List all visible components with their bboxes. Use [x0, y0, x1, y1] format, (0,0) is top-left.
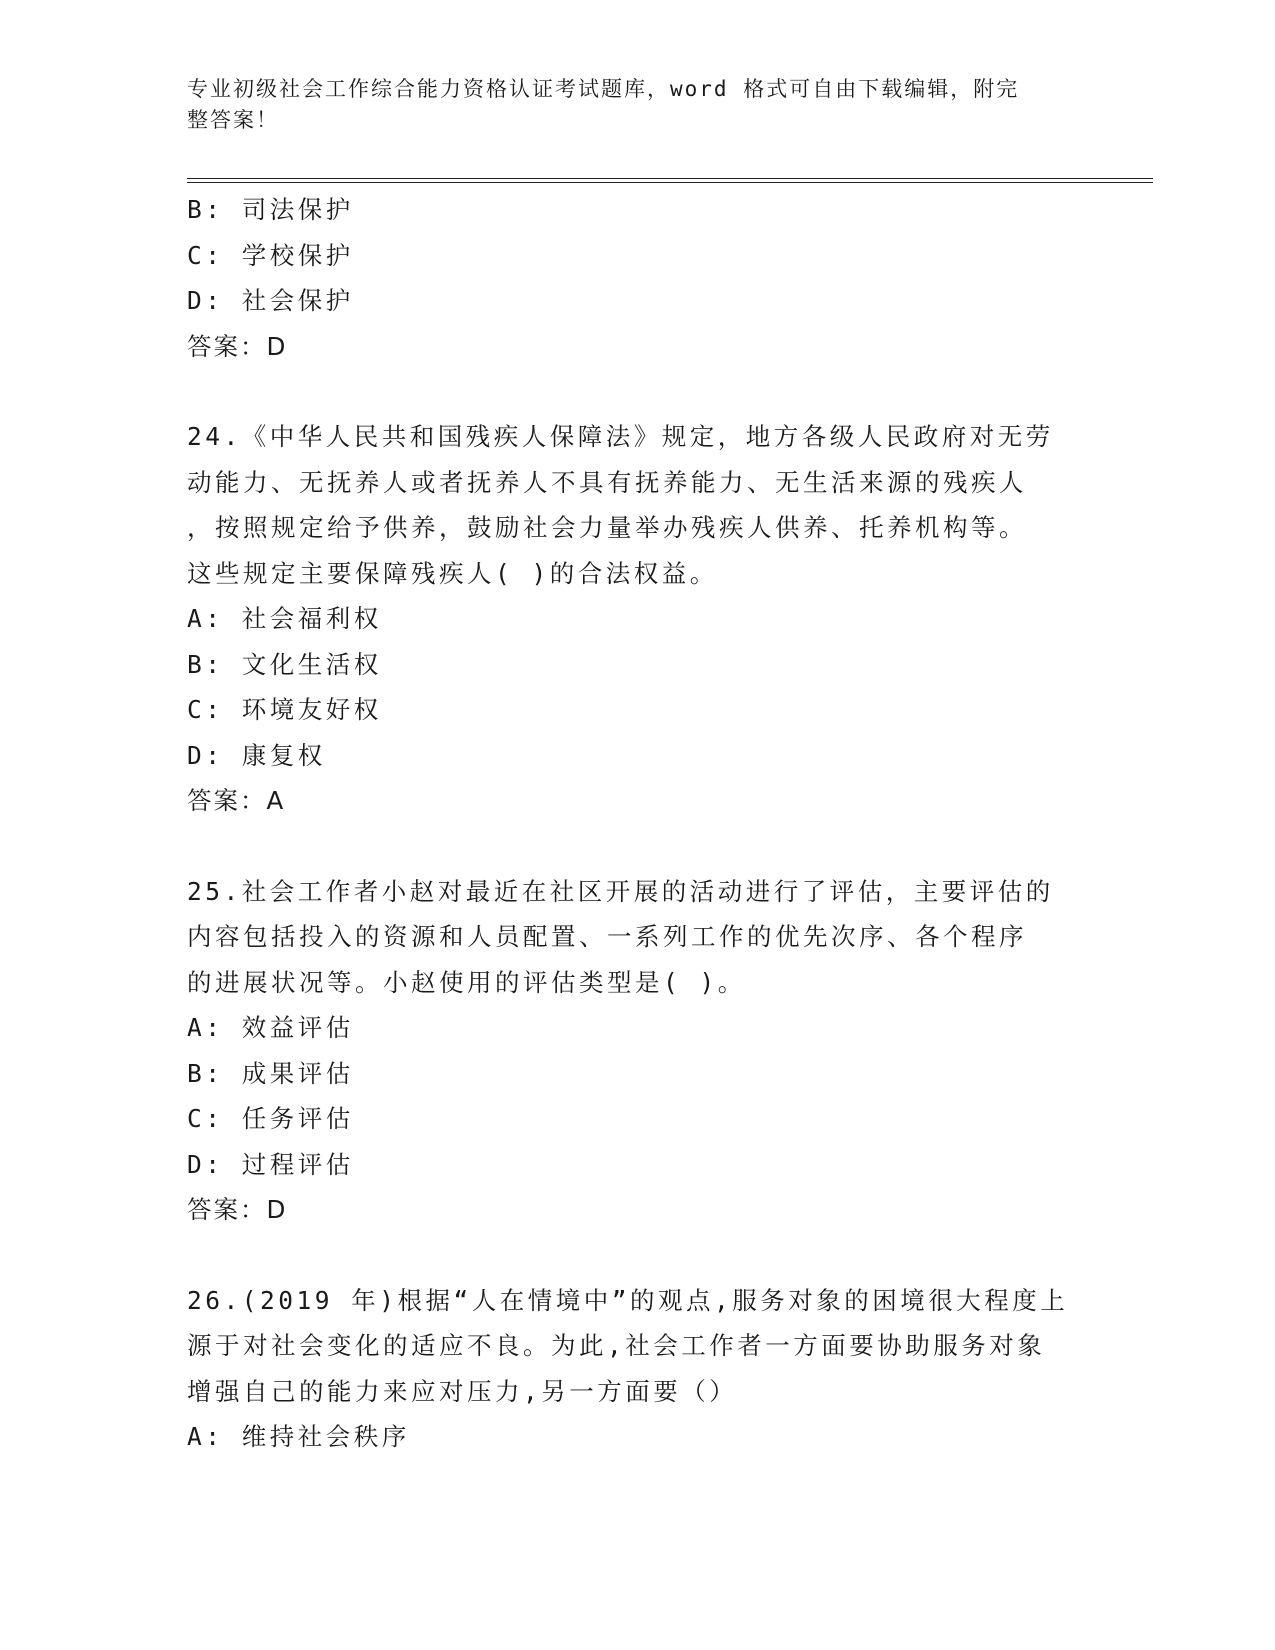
- question-25: [187, 869, 1087, 1233]
- question-text-line: 24.《中华人民共和国残疾人保障法》规定，地方各级人民政府对无劳: [187, 422, 1054, 451]
- option-c: C: 学校保护: [187, 240, 354, 270]
- question-26: [187, 1278, 1087, 1460]
- question-text-line: 源于对社会变化的适应不良。为此,社会工作者一方面要协助服务对象: [187, 1331, 1046, 1360]
- question-text-line: ，按照规定给予供养，鼓励社会力量举办残疾人供养、托养机构等。: [187, 513, 1027, 542]
- question-list: [187, 187, 1087, 1460]
- option-c: C: 任务评估: [187, 1104, 354, 1133]
- header-divider: [187, 178, 1153, 183]
- question-text-line: 的进展状况等。小赵使用的评估类型是( )。: [187, 967, 746, 997]
- question-text-line: 这些规定主要保障残疾人( )的合法权益。: [187, 558, 718, 588]
- option-a: A: 社会福利权: [187, 604, 382, 633]
- option-b: B: 成果评估: [187, 1058, 354, 1088]
- question-text-line: 增强自己的能力来应对压力,另一方面要（）: [187, 1376, 738, 1406]
- option-d: D: 社会保护: [187, 286, 354, 315]
- question-text-line: 26.(2019 年)根据“人在情境中”的观点,服务对象的困境很大程度上: [187, 1285, 1069, 1315]
- question-text-line: 25.社会工作者小赵对最近在社区开展的活动进行了评估，主要评估的: [187, 876, 1054, 906]
- option-d: D: 康复权: [187, 740, 326, 770]
- prev-question: [187, 187, 1087, 369]
- header-line-1: 专业初级社会工作综合能力资格认证考试题库，word 格式可自由下载编辑，附完: [187, 77, 1020, 101]
- header-line-2: 整答案！: [187, 108, 279, 132]
- question-text-line: 内容包括投入的资源和人员配置、一系列工作的优先次序、各个程序: [187, 922, 1027, 951]
- answer: 答案：A: [187, 786, 286, 815]
- option-b: B: 司法保护: [187, 195, 354, 224]
- option-d: D: 过程评估: [187, 1149, 354, 1179]
- page-header: [187, 74, 1067, 136]
- option-b: B: 文化生活权: [187, 649, 382, 679]
- option-a: A: 效益评估: [187, 1013, 354, 1042]
- option-c: C: 环境友好权: [187, 695, 382, 724]
- option-a: A: 维持社会秩序: [187, 1422, 410, 1451]
- answer: 答案：D: [187, 331, 288, 361]
- answer: 答案：D: [187, 1195, 288, 1224]
- question-24: [187, 414, 1087, 824]
- question-text-line: 动能力、无抚养人或者抚养人不具有抚养能力、无生活来源的残疾人: [187, 467, 1027, 497]
